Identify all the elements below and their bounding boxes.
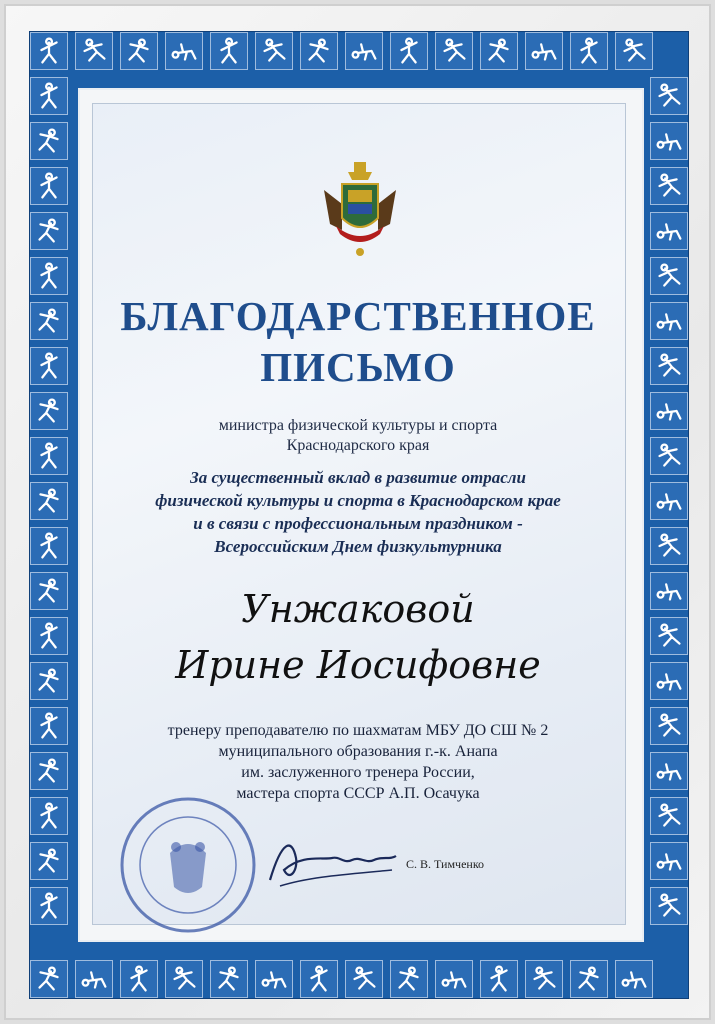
recipient-given-names: Ирине Иосифовне — [175, 643, 541, 687]
sport-pictogram-icon — [165, 32, 203, 70]
reason-line: Всероссийским Днем физкультурника — [214, 537, 502, 556]
sport-pictogram-icon — [650, 302, 688, 340]
sport-pictogram-icon — [345, 960, 383, 998]
sport-pictogram-icon — [650, 887, 688, 925]
recipient-surname: Унжаковой — [241, 587, 475, 631]
sport-pictogram-icon — [30, 167, 68, 205]
sport-pictogram-icon — [650, 257, 688, 295]
sport-pictogram-icon — [650, 797, 688, 835]
sport-pictogram-icon — [525, 32, 563, 70]
reason-line: и в связи с профессиональным праздником - — [193, 514, 523, 533]
position-line: им. заслуженного тренера России, — [241, 764, 475, 781]
issuer-block — [92, 416, 624, 456]
sport-pictogram-icon — [650, 167, 688, 205]
sport-pictogram-icon — [480, 32, 518, 70]
sport-pictogram-icon — [75, 32, 113, 70]
sport-pictogram-icon — [650, 527, 688, 565]
reason-line: физической культуры и спорта в Краснодарском крае — [155, 491, 561, 510]
sport-pictogram-icon — [210, 960, 248, 998]
sport-pictogram-icon — [650, 752, 688, 790]
sport-pictogram-icon — [650, 482, 688, 520]
sport-pictogram-icon — [650, 347, 688, 385]
sport-pictogram-icon — [30, 77, 68, 115]
reason-line: За существенный вклад в развитие отрасли — [190, 468, 526, 487]
sport-pictogram-icon — [30, 960, 68, 998]
sport-pictogram-icon — [30, 707, 68, 745]
sport-pictogram-icon — [345, 32, 383, 70]
sport-pictogram-icon — [570, 32, 608, 70]
sport-pictogram-icon — [30, 617, 68, 655]
position-line: тренеру преподавателю по шахматам МБУ ДО СШ № 2 — [167, 722, 549, 739]
sport-pictogram-icon — [30, 887, 68, 925]
sport-pictogram-icon — [650, 77, 688, 115]
coat-of-arms-emblem — [318, 160, 402, 260]
sport-pictogram-icon — [615, 960, 653, 998]
sport-pictogram-icon — [120, 960, 158, 998]
issuer-line: Краснодарского края — [286, 437, 430, 454]
official-seal — [118, 795, 258, 935]
sport-pictogram-icon — [210, 32, 248, 70]
sport-pictogram-icon — [255, 32, 293, 70]
position-line: мастера спорта СССР А.П. Осачука — [236, 785, 480, 802]
sport-pictogram-icon — [255, 960, 293, 998]
sport-pictogram-icon — [650, 572, 688, 610]
sport-pictogram-icon — [30, 392, 68, 430]
left-banner-icon — [324, 190, 342, 230]
sport-pictogram-icon — [30, 572, 68, 610]
sport-pictogram-icon — [30, 797, 68, 835]
sport-pictogram-icon — [30, 347, 68, 385]
sport-pictogram-icon — [30, 527, 68, 565]
sport-pictogram-icon — [650, 707, 688, 745]
sport-pictogram-icon — [30, 662, 68, 700]
sport-pictogram-icon — [650, 212, 688, 250]
sport-pictogram-icon — [435, 32, 473, 70]
right-banner-icon — [378, 190, 396, 230]
sport-pictogram-icon — [30, 302, 68, 340]
handwritten-signature — [262, 830, 402, 890]
document-title-line2: ПИСЬМО — [260, 344, 456, 390]
sport-pictogram-icon — [30, 752, 68, 790]
sport-pictogram-icon — [30, 257, 68, 295]
sport-pictogram-icon — [525, 960, 563, 998]
sport-pictogram-icon — [30, 437, 68, 475]
position-line: муниципального образования г.-к. Анапа — [218, 743, 498, 760]
document-title-line1: БЛАГОДАРСТВЕННОЕ — [120, 293, 596, 339]
sport-pictogram-icon — [615, 32, 653, 70]
sport-pictogram-icon — [390, 32, 428, 70]
sport-pictogram-icon — [650, 437, 688, 475]
reason-block — [92, 466, 624, 558]
sport-pictogram-icon — [30, 212, 68, 250]
sport-pictogram-icon — [650, 617, 688, 655]
sport-pictogram-icon — [650, 392, 688, 430]
sport-pictogram-icon — [120, 32, 158, 70]
sport-pictogram-icon — [300, 960, 338, 998]
sport-pictogram-icon — [435, 960, 473, 998]
sport-pictogram-icon — [570, 960, 608, 998]
sport-pictogram-icon — [300, 32, 338, 70]
recipient-position-block — [92, 720, 624, 804]
sport-pictogram-icon — [650, 662, 688, 700]
sport-pictogram-icon — [30, 842, 68, 880]
sport-pictogram-icon — [30, 482, 68, 520]
issuer-line: министра физической культуры и спорта — [218, 417, 498, 434]
sport-pictogram-icon — [165, 960, 203, 998]
sport-pictogram-icon — [75, 960, 113, 998]
sport-pictogram-icon — [480, 960, 518, 998]
sport-pictogram-icon — [650, 122, 688, 160]
sport-pictogram-icon — [390, 960, 428, 998]
sport-pictogram-icon — [30, 32, 68, 70]
signatory-name: С. В. Тимченко — [406, 857, 485, 871]
sport-pictogram-icon — [650, 842, 688, 880]
sport-pictogram-icon — [30, 122, 68, 160]
